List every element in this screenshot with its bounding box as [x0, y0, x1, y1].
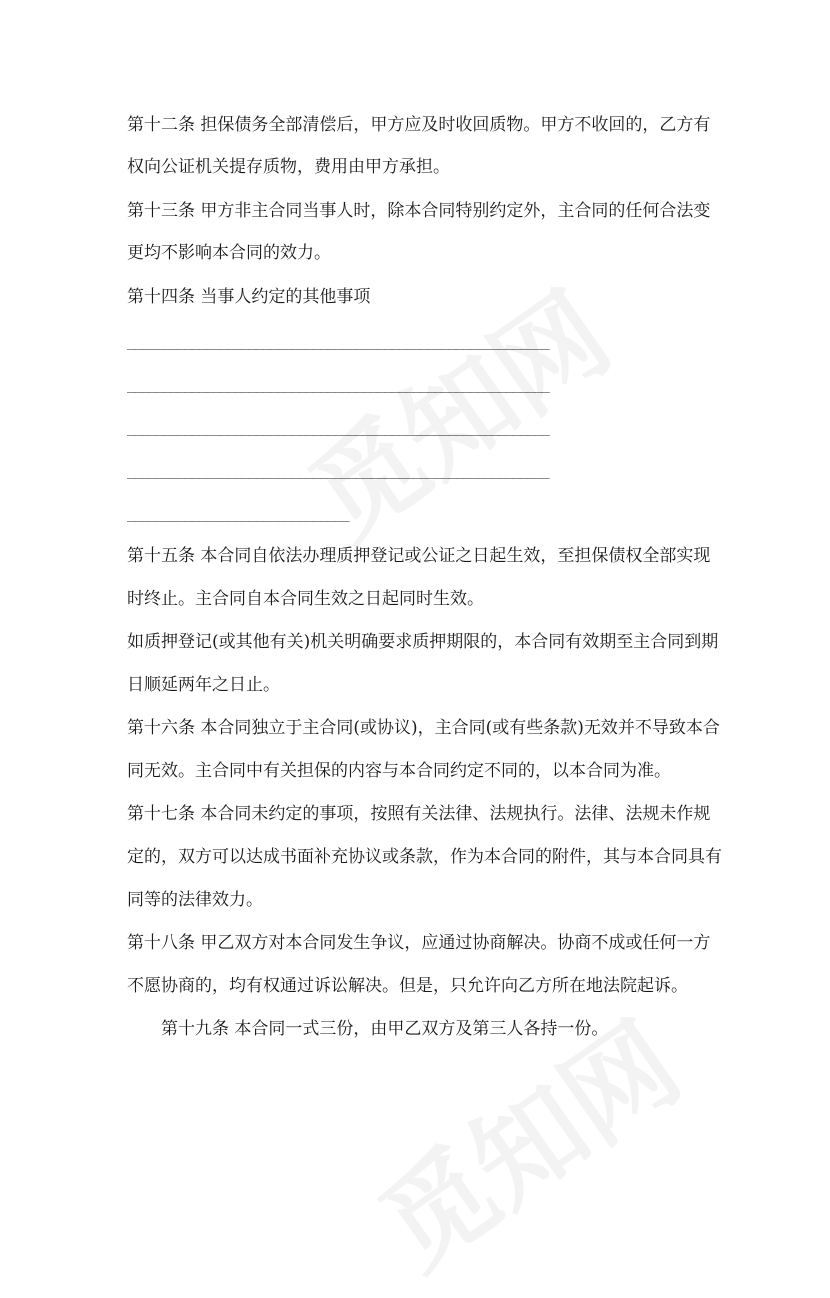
clause-19-line-1: 第十九条 本合同一式三份，由甲乙双方及第三人各持一份。: [161, 1019, 609, 1039]
blank-line-2: ___________________________________________________________: [127, 377, 549, 393]
clause-18-line-2: 不愿协商的，均有权通过诉讼解决。但是，只允许向乙方所在地法院起诉。: [127, 976, 688, 996]
blank-line-5: _______________________________: [127, 506, 349, 522]
clause-17-line-3: 同等的法律效力。: [127, 890, 263, 910]
blank-line-1: ___________________________________________________________: [127, 334, 549, 350]
clause-13-line-1: 第十三条 甲方非主合同当事人时，除本合同特别约定外，主合同的任何合法变: [127, 201, 711, 221]
blank-line-3: ___________________________________________________________: [127, 420, 549, 436]
clause-15-line-2: 时终止。主合同自本合同生效之日起同时生效。: [127, 589, 484, 609]
clause-17-line-2: 定的，双方可以达成书面补充协议或条款，作为本合同的附件，其与本合同具有: [127, 847, 722, 867]
clause-16-line-1: 第十六条 本合同独立于主合同(或协议)，主合同(或有些条款)无效并不导致本合: [127, 718, 720, 738]
clause-12-line-1: 第十二条 担保债务全部清偿后，甲方应及时收回质物。甲方不收回的，乙方有: [127, 115, 711, 135]
clause-12-line-2: 权向公证机关提存质物，费用由甲方承担。: [127, 157, 450, 177]
clause-14-line-1: 第十四条 当事人约定的其他事项: [127, 287, 371, 307]
clause-18-line-1: 第十八条 甲乙双方对本合同发生争议，应通过协商解决。协商不成或任何一方: [127, 933, 711, 953]
clause-15-para-2-line-2: 日顺延两年之日止。: [127, 675, 280, 695]
clause-17-line-1: 第十七条 本合同未约定的事项，按照有关法律、法规执行。法律、法规未作规: [127, 804, 711, 824]
clause-13-line-2: 更均不影响本合同的效力。: [127, 243, 331, 263]
clause-16-line-2: 同无效。主合同中有关担保的内容与本合同约定不同的，以本合同为准。: [127, 761, 671, 781]
blank-line-4: ___________________________________________________________: [127, 463, 549, 479]
clause-15-line-1: 第十五条 本合同自依法办理质押登记或公证之日起生效，至担保债权全部实现: [127, 546, 711, 566]
clause-15-para-2-line-1: 如质押登记(或其他有关)机关明确要求质押期限的，本合同有效期至主合同到期: [127, 632, 719, 652]
